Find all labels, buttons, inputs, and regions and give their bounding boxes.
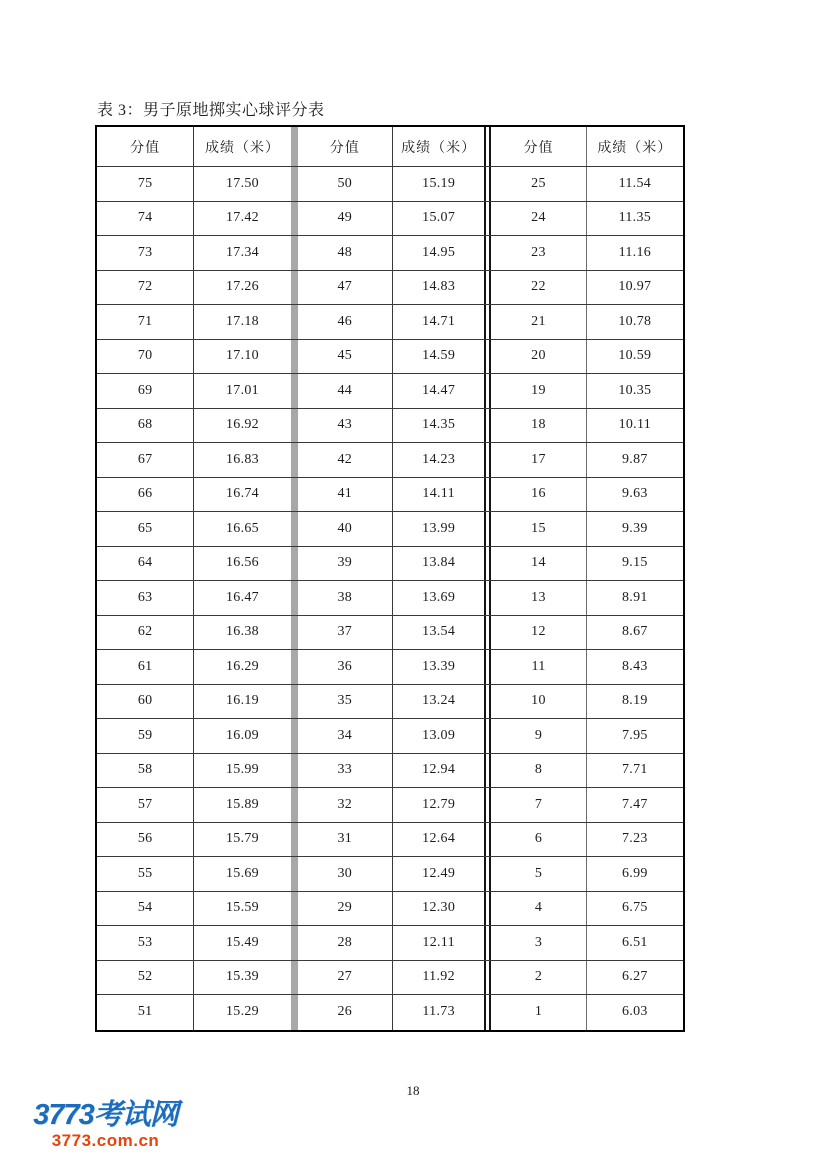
cell-performance-value: 11.73	[392, 995, 484, 1030]
cell-performance-value: 13.39	[392, 650, 484, 684]
cell-performance-value: 16.74	[193, 478, 290, 512]
table-row	[97, 271, 683, 306]
group-separator-gray	[291, 167, 298, 201]
group-separator-gray	[291, 892, 298, 926]
table-row	[97, 823, 683, 858]
table-row	[97, 754, 683, 789]
cell-performance-value: 12.79	[392, 788, 484, 822]
group-separator-gray	[291, 650, 298, 684]
group-separator-gray	[291, 271, 298, 305]
cell-score-value: 18	[531, 417, 546, 433]
cell-score-value: 57	[137, 796, 153, 812]
cell-performance-value: 7.71	[586, 754, 683, 788]
group-separator-gray	[291, 719, 298, 753]
cell-performance-value: 15.69	[193, 857, 290, 891]
cell-score-value: 45	[337, 348, 353, 364]
cell-performance-value: 11.35	[586, 202, 683, 236]
cell-score-value: 71	[137, 313, 153, 329]
cell-performance-value: 12.64	[392, 823, 484, 857]
cell-performance-value: 12.30	[392, 892, 484, 926]
column-header: 分值	[523, 140, 554, 156]
table-row	[97, 512, 683, 547]
cell-score-value: 29	[337, 900, 353, 916]
cell-score-value: 28	[337, 934, 353, 950]
table-row	[97, 616, 683, 651]
cell-score-value: 43	[337, 417, 353, 433]
cell-score-value: 10	[531, 693, 546, 709]
group-separator-double	[484, 857, 491, 891]
cell-performance-value: 6.27	[586, 961, 683, 995]
cell-score-value: 64	[137, 555, 153, 571]
column-header: 成绩（米）	[392, 127, 484, 166]
cell-performance-value: 8.43	[586, 650, 683, 684]
cell-performance-value: 17.50	[193, 167, 290, 201]
table-row	[97, 409, 683, 444]
cell-performance-value: 7.95	[586, 719, 683, 753]
group-separator-gray	[291, 202, 298, 236]
cell-performance-value: 6.51	[586, 926, 683, 960]
group-separator-double	[484, 823, 491, 857]
cell-performance-value: 9.63	[586, 478, 683, 512]
cell-score-value: 67	[137, 451, 153, 467]
table-row	[97, 961, 683, 996]
cell-performance-value: 16.29	[193, 650, 290, 684]
table-row	[97, 788, 683, 823]
cell-score-value: 30	[337, 865, 353, 881]
group-separator-gray	[291, 857, 298, 891]
table-row	[97, 236, 683, 271]
cell-performance-value: 11.92	[392, 961, 484, 995]
cell-performance-value: 10.59	[586, 340, 683, 374]
cell-performance-value: 9.87	[586, 443, 683, 477]
cell-performance-value: 7.23	[586, 823, 683, 857]
cell-performance-value: 16.65	[193, 512, 290, 546]
cell-performance-value: 9.15	[586, 547, 683, 581]
cell-score-value: 55	[137, 865, 153, 881]
group-separator-gray	[291, 236, 298, 270]
cell-score-value: 41	[337, 486, 353, 502]
cell-score-value: 12	[531, 624, 546, 640]
cell-score-value: 9	[534, 727, 543, 743]
column-header: 分值	[130, 140, 161, 156]
group-separator-double	[484, 685, 491, 719]
cell-performance-value: 8.19	[586, 685, 683, 719]
cell-performance-value: 14.23	[392, 443, 484, 477]
group-separator-gray	[291, 512, 298, 546]
table-row	[97, 650, 683, 685]
page-number: 18	[406, 1083, 420, 1098]
table-row	[97, 202, 683, 237]
group-separator-double	[484, 926, 491, 960]
cell-performance-value: 13.09	[392, 719, 484, 753]
cell-score-value: 25	[531, 175, 546, 191]
cell-score-value: 73	[137, 244, 153, 260]
cell-performance-value: 15.49	[193, 926, 290, 960]
cell-performance-value: 7.47	[586, 788, 683, 822]
cell-score-value: 16	[531, 486, 546, 502]
group-separator-gray	[291, 478, 298, 512]
cell-score-value: 42	[337, 451, 353, 467]
table-row	[97, 443, 683, 478]
cell-score-value: 61	[137, 658, 153, 674]
cell-performance-value: 15.59	[193, 892, 290, 926]
group-separator-double	[484, 892, 491, 926]
cell-score-value: 4	[534, 900, 543, 916]
cell-score-value: 32	[337, 796, 353, 812]
cell-score-value: 38	[337, 589, 353, 605]
cell-score-value: 50	[337, 175, 353, 191]
cell-score-value: 1	[534, 1004, 543, 1020]
cell-performance-value: 15.79	[193, 823, 290, 857]
group-separator-double	[484, 340, 491, 374]
cell-score-value: 31	[337, 831, 353, 847]
table-row	[97, 857, 683, 892]
cell-score-value: 39	[337, 555, 353, 571]
cell-score-value: 66	[137, 486, 153, 502]
cell-score-value: 24	[531, 210, 546, 226]
cell-performance-value: 13.24	[392, 685, 484, 719]
cell-performance-value: 16.38	[193, 616, 290, 650]
cell-performance-value: 14.95	[392, 236, 484, 270]
table-row	[97, 926, 683, 961]
cell-score-value: 47	[337, 279, 353, 295]
cell-score-value: 13	[531, 589, 546, 605]
table-body	[97, 167, 683, 1030]
cell-score-value: 34	[337, 727, 353, 743]
group-separator-double	[484, 374, 491, 408]
cell-performance-value: 11.54	[586, 167, 683, 201]
cell-score-value: 51	[137, 1004, 153, 1020]
cell-score-value: 72	[137, 279, 153, 295]
cell-performance-value: 15.19	[392, 167, 484, 201]
cell-performance-value: 15.89	[193, 788, 290, 822]
cell-performance-value: 16.56	[193, 547, 290, 581]
cell-performance-value: 16.19	[193, 685, 290, 719]
table-row	[97, 685, 683, 720]
table-row	[97, 305, 683, 340]
group-separator-double	[484, 581, 491, 615]
group-separator-gray	[291, 788, 298, 822]
group-separator-gray	[291, 685, 298, 719]
group-separator-double	[484, 478, 491, 512]
cell-performance-value: 13.99	[392, 512, 484, 546]
cell-performance-value: 17.01	[193, 374, 290, 408]
cell-score-value: 68	[137, 417, 153, 433]
cell-score-value: 74	[137, 210, 153, 226]
cell-performance-value: 16.83	[193, 443, 290, 477]
cell-performance-value: 8.67	[586, 616, 683, 650]
table-row	[97, 374, 683, 409]
cell-performance-value: 12.11	[392, 926, 484, 960]
site-watermark-logo	[13, 1099, 198, 1150]
cell-score-value: 6	[534, 831, 543, 847]
cell-score-value: 60	[137, 693, 153, 709]
table-row	[97, 581, 683, 616]
cell-performance-value: 10.97	[586, 271, 683, 305]
group-separator-gray	[291, 616, 298, 650]
cell-performance-value: 15.39	[193, 961, 290, 995]
cell-score-value: 3	[534, 934, 543, 950]
cell-performance-value: 6.03	[586, 995, 683, 1030]
group-separator-double	[484, 547, 491, 581]
cell-performance-value: 14.35	[392, 409, 484, 443]
group-separator-double	[484, 271, 491, 305]
cell-performance-value: 14.83	[392, 271, 484, 305]
group-separator-double	[484, 443, 491, 477]
table-header-row	[97, 127, 683, 167]
cell-performance-value: 6.75	[586, 892, 683, 926]
cell-performance-value: 17.18	[193, 305, 290, 339]
cell-score-value: 53	[137, 934, 153, 950]
column-header: 成绩（米）	[586, 127, 683, 166]
table-title: 表 3：男子原地掷实心球评分表	[97, 102, 325, 119]
cell-score-value: 8	[534, 762, 543, 778]
cell-performance-value: 16.09	[193, 719, 290, 753]
cell-performance-value: 13.69	[392, 581, 484, 615]
cell-score-value: 59	[137, 727, 153, 743]
group-separator-double	[484, 127, 491, 166]
cell-score-value: 22	[531, 279, 546, 295]
cell-performance-value: 14.71	[392, 305, 484, 339]
group-separator-gray	[291, 443, 298, 477]
table-row	[97, 478, 683, 513]
cell-score-value: 46	[337, 313, 353, 329]
cell-score-value: 2	[534, 969, 543, 985]
table-row	[97, 892, 683, 927]
cell-performance-value: 17.34	[193, 236, 290, 270]
table-row	[97, 340, 683, 375]
cell-score-value: 19	[531, 382, 546, 398]
group-separator-double	[484, 409, 491, 443]
cell-performance-value: 12.49	[392, 857, 484, 891]
cell-performance-value: 11.16	[586, 236, 683, 270]
cell-performance-value: 9.39	[586, 512, 683, 546]
group-separator-gray	[291, 340, 298, 374]
cell-score-value: 62	[137, 624, 153, 640]
group-separator-gray	[291, 581, 298, 615]
group-separator-gray	[291, 409, 298, 443]
cell-score-value: 21	[531, 313, 546, 329]
group-separator-double	[484, 167, 491, 201]
cell-score-value: 14	[531, 555, 546, 571]
column-header: 成绩（米）	[193, 127, 290, 166]
cell-score-value: 70	[137, 348, 153, 364]
group-separator-double	[484, 305, 491, 339]
cell-performance-value: 17.10	[193, 340, 290, 374]
table-row	[97, 719, 683, 754]
cell-score-value: 26	[337, 1004, 353, 1020]
cell-performance-value: 12.94	[392, 754, 484, 788]
group-separator-double	[484, 650, 491, 684]
cell-score-value: 48	[337, 244, 353, 260]
group-separator-double	[484, 961, 491, 995]
cell-score-value: 63	[137, 589, 153, 605]
cell-score-value: 37	[337, 624, 353, 640]
cell-score-value: 56	[137, 831, 153, 847]
cell-score-value: 35	[337, 693, 353, 709]
scoring-table	[95, 125, 685, 1032]
cell-score-value: 27	[337, 969, 353, 985]
table-row	[97, 167, 683, 202]
group-separator-double	[484, 995, 491, 1030]
table-row	[97, 547, 683, 582]
cell-performance-value: 16.47	[193, 581, 290, 615]
group-separator-gray	[291, 305, 298, 339]
cell-score-value: 49	[337, 210, 353, 226]
cell-performance-value: 8.91	[586, 581, 683, 615]
group-separator-gray	[291, 547, 298, 581]
cell-score-value: 36	[337, 658, 353, 674]
cell-performance-value: 10.35	[586, 374, 683, 408]
cell-performance-value: 14.47	[392, 374, 484, 408]
cell-performance-value: 15.99	[193, 754, 290, 788]
group-separator-gray	[291, 754, 298, 788]
cell-score-value: 52	[137, 969, 153, 985]
cell-performance-value: 17.26	[193, 271, 290, 305]
cell-performance-value: 17.42	[193, 202, 290, 236]
group-separator-gray	[291, 823, 298, 857]
cell-score-value: 69	[137, 382, 153, 398]
group-separator-gray	[291, 961, 298, 995]
cell-performance-value: 10.78	[586, 305, 683, 339]
cell-performance-value: 13.84	[392, 547, 484, 581]
cell-score-value: 15	[531, 520, 546, 536]
cell-score-value: 33	[337, 762, 353, 778]
group-separator-double	[484, 512, 491, 546]
cell-score-value: 44	[337, 382, 353, 398]
cell-performance-value: 16.92	[193, 409, 290, 443]
group-separator-double	[484, 616, 491, 650]
cell-performance-value: 6.99	[586, 857, 683, 891]
cell-score-value: 65	[137, 520, 153, 536]
group-separator-gray	[291, 926, 298, 960]
cell-score-value: 23	[531, 244, 546, 260]
cell-score-value: 54	[137, 900, 153, 916]
group-separator-double	[484, 236, 491, 270]
cell-score-value: 11	[531, 658, 546, 674]
group-separator-double	[484, 719, 491, 753]
group-separator-double	[484, 202, 491, 236]
group-separator-gray	[291, 374, 298, 408]
cell-score-value: 58	[137, 762, 153, 778]
column-header: 分值	[329, 140, 360, 156]
cell-score-value: 20	[531, 348, 546, 364]
cell-performance-value: 10.11	[586, 409, 683, 443]
watermark-site-domain: 3773.com.cn	[51, 1131, 160, 1150]
cell-performance-value: 14.11	[392, 478, 484, 512]
group-separator-gray	[291, 127, 298, 166]
cell-performance-value: 14.59	[392, 340, 484, 374]
cell-performance-value: 13.54	[392, 616, 484, 650]
cell-score-value: 7	[534, 796, 543, 812]
group-separator-double	[484, 788, 491, 822]
cell-score-value: 75	[137, 175, 153, 191]
table-row	[97, 995, 683, 1030]
cell-score-value: 17	[531, 451, 546, 467]
group-separator-double	[484, 754, 491, 788]
watermark-site-name: 3773考试网	[33, 1099, 178, 1131]
cell-score-value: 40	[337, 520, 353, 536]
cell-score-value: 5	[534, 865, 543, 881]
cell-performance-value: 15.07	[392, 202, 484, 236]
cell-performance-value: 15.29	[193, 995, 290, 1030]
group-separator-gray	[291, 995, 298, 1030]
